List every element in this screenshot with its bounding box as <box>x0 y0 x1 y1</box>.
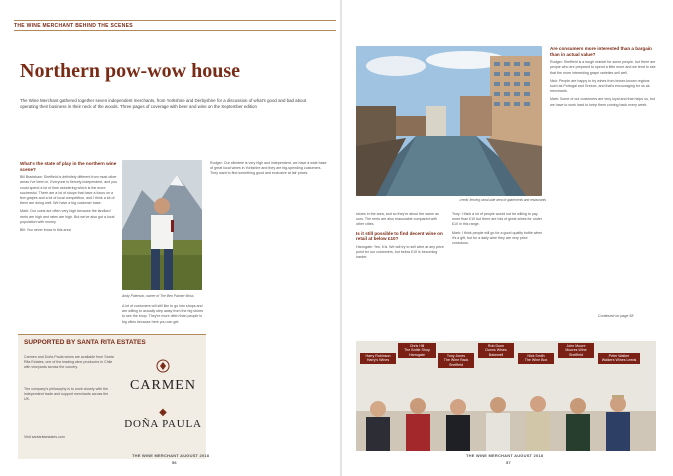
panel-shop-7: Walkers Wines Leeds <box>601 358 637 363</box>
right-column <box>550 46 658 111</box>
answer-3: Bill: You never know in this area <box>20 228 71 233</box>
right-center-column <box>452 212 544 249</box>
header-rule-bottom <box>14 30 336 31</box>
footer-right-mag: THE WINE MERCHANT AUGUST 2018 <box>466 453 544 458</box>
sponsor-contact: Visit santaritaestates.com <box>24 435 65 439</box>
panel-tag-5 <box>518 353 554 364</box>
right-center-text-1: Tony: I think a lot of people would not be willing to pay more than £10 but there are lots of great wines for under £10 in this range. <box>452 212 542 227</box>
sponsor-title: SUPPORTED BY SANTA RITA ESTATES <box>24 339 146 346</box>
right-column-left-page <box>210 161 330 180</box>
panel-shop-1: Harry's Wines <box>366 358 390 363</box>
winemaker-illustration <box>122 160 202 290</box>
panel-tag-3 <box>438 353 474 368</box>
center-column <box>356 212 446 263</box>
page-spine <box>340 0 342 476</box>
panel-name-3: Tony Jones <box>446 354 466 358</box>
right-page <box>346 14 664 466</box>
canal-caption: Leeds' thriving canal-side area of apartments and restaurants <box>459 198 546 202</box>
panel-shop-2: The Bottle Shop Harrogate <box>404 348 430 357</box>
footer-left-page: 56 <box>172 460 177 465</box>
panel-name-4: Rob Dunn <box>487 344 505 348</box>
dona-paula-logo: ◆ DOÑA PAULA <box>122 407 204 430</box>
header-rule <box>14 20 336 21</box>
left-page <box>14 14 336 466</box>
panel-tag-2 <box>398 343 436 358</box>
panel-name-6: John Moore <box>566 344 586 348</box>
question-2: Is it still possible to find decent wine on retail at below £10? <box>356 230 443 242</box>
carmen-wordmark: CARMEN <box>130 378 196 393</box>
section-header: THE WINE MERCHANT BEHIND THE SCENES <box>14 23 133 29</box>
panel-name-5: Nick Smith <box>527 354 545 358</box>
panel-tag-4 <box>478 343 514 358</box>
left-column <box>20 161 118 236</box>
footer-right-page: 57 <box>506 460 511 465</box>
panel-shop-3: The Wine Rack Sheffield <box>443 358 469 367</box>
right-text-2: Nick: People are happy to try wines from lesser-known regions such as Portugal and Greece, and that's encouraging for us as merchants. <box>550 78 650 94</box>
right-text-1: Rodger: Sheffield is a tough market for some people, but there are people who are prepared to spend a little more and we tend to see that the more interesting grape varieties sell well. <box>550 60 656 75</box>
panel-tag-1 <box>360 353 396 364</box>
mid-text-2: Rodger: Our clientele is very high and independent, we have a wide base of great local wines in Yorkshire and they are big-spending customers. They want to find something good and exclusive at fair prices. <box>210 161 327 176</box>
panel-shop-6: Moores Wine Sheffield <box>565 348 587 357</box>
carmen-logo <box>128 359 198 394</box>
panel-tag-7 <box>598 353 640 364</box>
winemaker-photo <box>122 160 202 290</box>
center-text-2: Harrogate: Yes, it is. We will try to sell wine at any price point for our customers, but below £10 is becoming harder. <box>356 244 444 260</box>
panel-shop-4: Dunns Wines Bakewell <box>485 348 507 357</box>
panel-name-7: Peter Walker <box>608 354 630 358</box>
panel-shop-5: The Wine Box <box>524 358 548 363</box>
panel-tag-6 <box>558 343 594 358</box>
answer-2: Mark: Our costs are often very high because the landlord rents are high and rates are high. But we've also got a local population with money. <box>20 209 115 224</box>
carmen-emblem-icon <box>156 359 170 373</box>
sponsor-body: Carmen and Doña Paula wines are available from Santa Rita Estates, one of the leading wine producers in Chile with vineyards across the country. <box>24 355 114 370</box>
panel-name-2: Chris Hill <box>409 344 425 348</box>
intro-text: The Wine Merchant gathered together seven independent merchants, from Yorkshire and Derbyshire for a discussion of what's good and bad about operating their business in their neck of the woods. Three pages of coverage with beer and wine on the September edition <box>20 98 307 109</box>
footer-left-mag: THE WINE MERCHANT AUGUST 2018 <box>132 453 210 458</box>
answer-1: Bill Bradshaw: Sheffield is definitely different from most other areas I've been in. Everyone is fiercely independent, and you could spend a lot of time wondering which is the more successful. There are a lot of shops that have a focus on a few grapes and a lot of local competition, and I think a lot of them are doing well. We have a big customer base. <box>20 175 117 206</box>
center-text-1: stores in the area, and so they're about the same as ours. The rents are also reasonable compared with other cities. <box>356 212 439 227</box>
continued-note: Continued on page 58 <box>598 314 634 318</box>
question-3: Are consumers more interested than a bargain than in actual value? <box>550 46 652 57</box>
dona-paula-wordmark: DOÑA PAULA <box>124 418 202 430</box>
sponsor-body-2: The company's philosophy is to work closely with the independent trade and support merchants across the UK. <box>24 387 109 402</box>
canal-illustration <box>356 46 542 196</box>
panel-name-1: Harry Robinson <box>365 354 391 358</box>
sponsor-box <box>18 334 206 459</box>
mid-column-lower <box>122 304 206 328</box>
question-1: What's the state of play in the northern wine scene? <box>20 161 117 172</box>
photo-caption: Andy Paterson, owner of The Ben Palmer Moss <box>122 294 194 298</box>
mid-text-1: A lot of customers will still like to go into shops and are willing to actually step away from the big stores to see the shop. They're more often than people in big cities because here you can get. <box>122 304 204 324</box>
right-center-text-2: Mark: I think people will go for a good quality bottle when it's a gift, but for a daily wine they are very price conscious. <box>452 230 543 246</box>
right-text-3: Mark: Some of our customers are very loyal and that helps us, but we have to work hard to keep them coming back every week. <box>550 97 655 107</box>
page-title: Northern pow-wow house <box>20 60 240 82</box>
canal-photo <box>356 46 542 196</box>
